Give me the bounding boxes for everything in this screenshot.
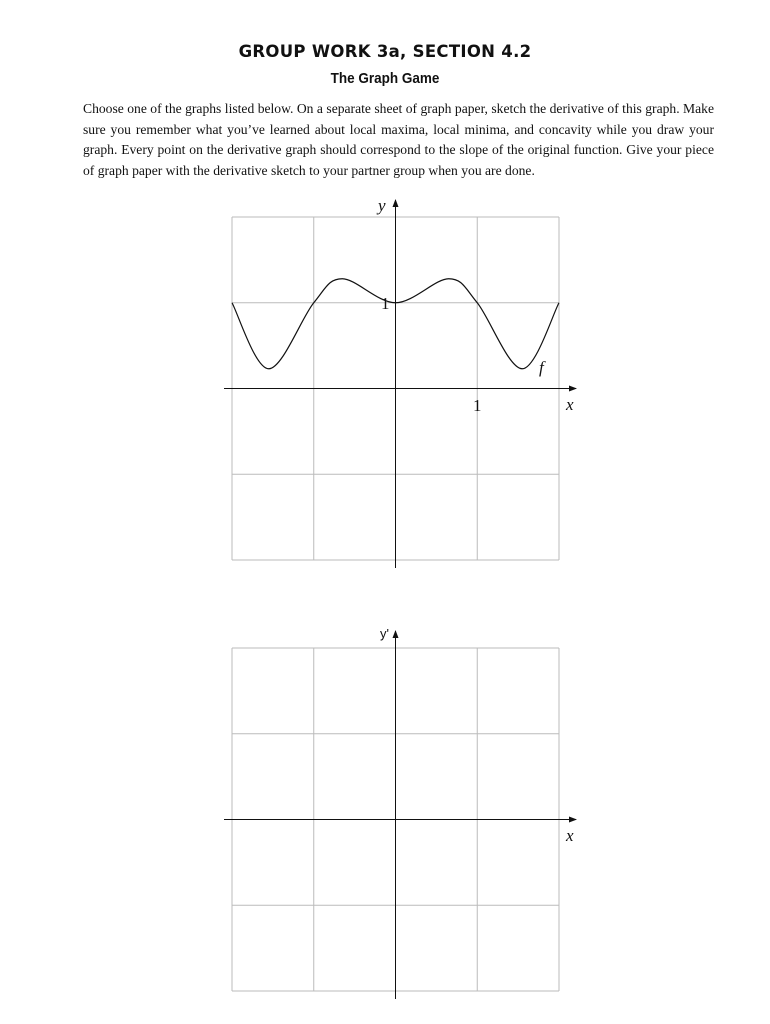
instructions-paragraph: Choose one of the graphs listed below. On a separate sheet of graph paper, sketch the derivative of this graph. Make sure you remember what you’ve learned about local maxima, local minima, and concavity while you draw your graph. Every point on the derivative graph should correspond to the slope of the original function. Give your piece of graph paper with the derivative sketch to your partner group when you are done. xyxy=(83,101,714,178)
worksheet-title: GROUP WORK 3a, SECTION 4.2 xyxy=(238,42,532,61)
graph-derivative-blank xyxy=(224,631,576,999)
x-axis-label: x xyxy=(566,395,574,414)
x-axis-label-2: x xyxy=(566,826,574,845)
y-axis-label: y xyxy=(378,196,386,215)
y-prime-axis-label: y' xyxy=(380,626,389,641)
x-tick-label-1: 1 xyxy=(473,396,482,415)
curve-label-f: f xyxy=(539,358,544,377)
y-tick-label-1: 1 xyxy=(381,294,390,313)
graph-f xyxy=(224,200,576,568)
worksheet-subtitle: The Graph Game xyxy=(330,70,440,87)
